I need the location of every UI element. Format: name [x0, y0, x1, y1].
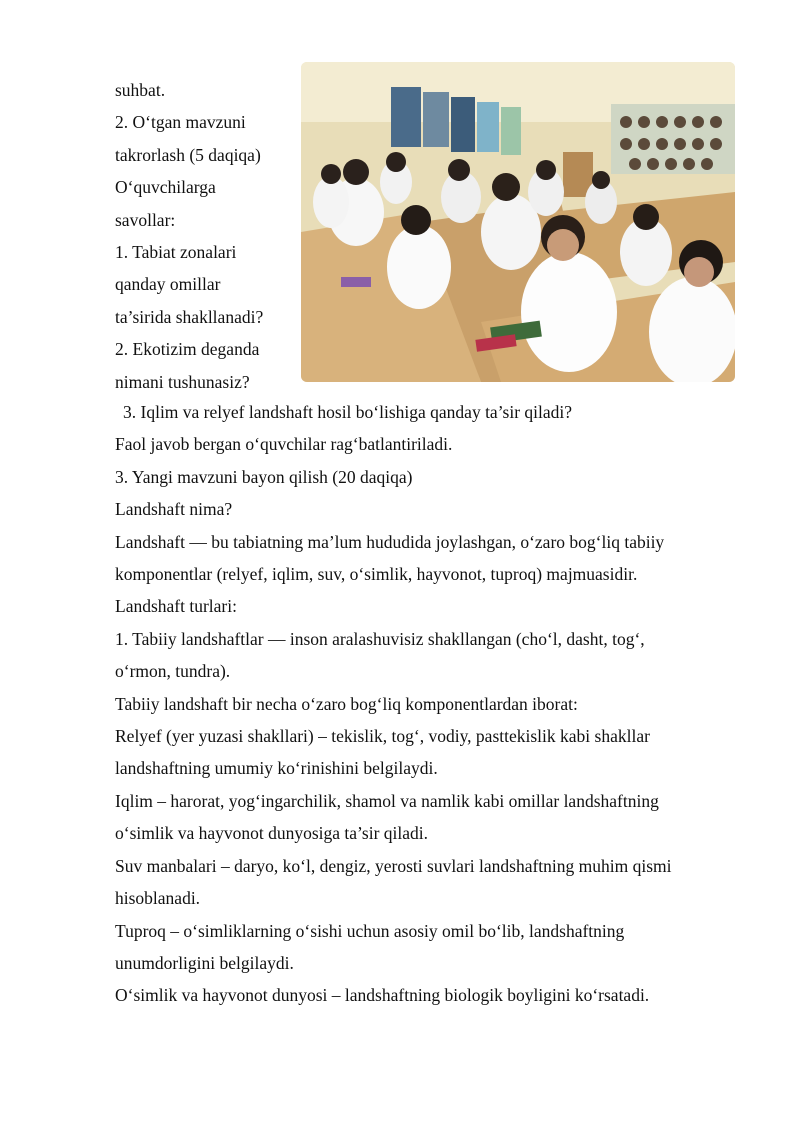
text-line: Landshaft — bu tabiatning ma’lum hududida joylashgan, o‘zaro bog‘liq tabiiy [115, 531, 665, 552]
text-line: ta’sirida shakllanadi? [115, 306, 264, 327]
text-line: Tabiiy landshaft bir necha o‘zaro bog‘liq komponentlardan iborat: [115, 693, 578, 714]
left-text-column [115, 74, 295, 398]
text-line: Tuproq – o‘simliklarning o‘sishi uchun asosiy omil bo‘lib, landshaftning [115, 920, 625, 941]
text-line: o‘simlik va hayvonot dunyosiga ta’sir qiladi. [115, 823, 429, 844]
text-line: Suv manbalari – daryo, ko‘l, dengiz, yerosti suvlari landshaftning muhim qismi [115, 855, 672, 876]
text-line: Landshaft turlari: [115, 596, 237, 617]
text-line: Faol javob bergan o‘quvchilar rag‘batlantiriladi. [115, 434, 453, 455]
body-text [115, 396, 725, 1012]
text-line: qanday omillar [115, 274, 221, 295]
text-line: O‘simlik va hayvonot dunyosi – landshaftning biologik boyligini ko‘rsatadi. [115, 985, 650, 1006]
classroom-photo [301, 62, 735, 382]
text-line: unumdorligini belgilaydi. [115, 952, 294, 973]
text-line: landshaftning umumiy ko‘rinishini belgilaydi. [115, 758, 438, 779]
text-line: o‘rmon, tundra). [115, 661, 231, 682]
text-line: 1. Tabiat zonalari [115, 242, 237, 263]
text-line: nimani tushunasiz? [115, 371, 250, 392]
text-line: 2. O‘tgan mavzuni [115, 112, 246, 133]
text-line: savollar: [115, 209, 176, 230]
text-line: Relyef (yer yuzasi shakllari) – tekislik, tog‘, vodiy, pasttekislik kabi shakllar [115, 726, 650, 747]
text-line: 2. Ekotizim deganda [115, 339, 260, 360]
text-line: hisoblanadi. [115, 888, 201, 909]
text-line: 3. Iqlim va relyef landshaft hosil bo‘lishiga qanday ta’sir qiladi? [123, 402, 573, 422]
text-line: Landshaft nima? [115, 499, 233, 520]
text-line: 1. Tabiiy landshaftlar — inson aralashuvisiz shakllangan (cho‘l, dasht, tog‘, [115, 628, 645, 649]
text-line: Iqlim – harorat, yog‘ingarchilik, shamol va namlik kabi omillar landshaftning [115, 790, 659, 811]
text-line: suhbat. [115, 80, 166, 100]
text-line: takrorlash (5 daqiqa) [115, 144, 261, 165]
text-line: komponentlar (relyef, iqlim, suv, o‘simlik, hayvonot, tuproq) majmuasidir. [115, 564, 638, 585]
text-line: 3. Yangi mavzuni bayon qilish (20 daqiqa) [115, 466, 413, 487]
text-line: O‘quvchilarga [115, 177, 216, 198]
